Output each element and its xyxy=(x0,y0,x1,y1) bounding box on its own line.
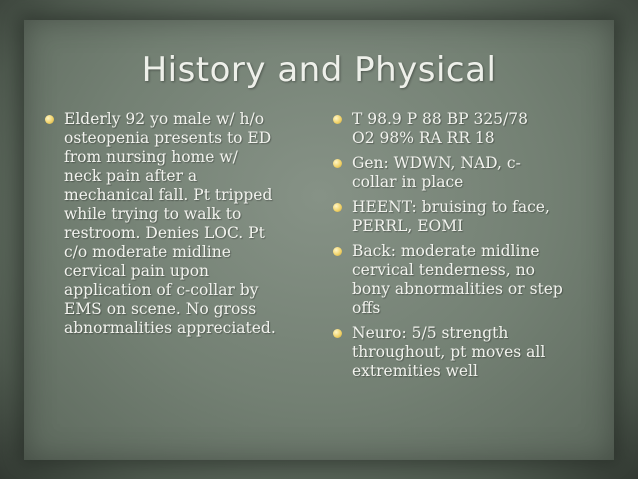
general-bullet-item xyxy=(330,154,610,192)
text-line: HEENT: bruising to face, xyxy=(352,198,550,216)
text-line: cervical pain upon xyxy=(64,262,210,280)
text-line: c/o moderate midline xyxy=(64,243,231,261)
text-line: extremities well xyxy=(352,362,478,380)
text-line: neck pain after a xyxy=(64,167,198,185)
bullet-icon xyxy=(333,203,342,212)
text-line: EMS on scene. No gross xyxy=(64,300,257,318)
text-line: while trying to walk to xyxy=(64,205,242,223)
back-bullet-item xyxy=(330,242,610,318)
text-line: O2 98% RA RR 18 xyxy=(352,129,495,147)
history-list xyxy=(42,110,314,344)
text-line: collar in place xyxy=(352,173,464,191)
bullet-icon xyxy=(45,115,54,124)
bullet-icon xyxy=(333,159,342,168)
text-line: osteopenia presents to ED xyxy=(64,129,272,147)
text-line: Elderly 92 yo male w/ h/o xyxy=(64,110,265,128)
text-line: from nursing home w/ xyxy=(64,148,238,166)
bullet-icon xyxy=(333,247,342,256)
physical-exam-list xyxy=(330,110,610,387)
neuro-bullet-item xyxy=(330,324,610,381)
text-line: cervical tenderness, no xyxy=(352,261,535,279)
text-line: throughout, pt moves all xyxy=(352,343,546,361)
bullet-icon xyxy=(333,329,342,338)
text-line: Gen: WDWN, NAD, c- xyxy=(352,154,521,172)
text-line: restroom. Denies LOC. Pt xyxy=(64,224,265,242)
text-line: T 98.9 P 88 BP 325/78 xyxy=(352,110,528,128)
text-line: Back: moderate midline xyxy=(352,242,540,260)
text-line: Neuro: 5/5 strength xyxy=(352,324,509,342)
text-line: abnormalities appreciated. xyxy=(64,319,276,337)
text-line: PERRL, EOMI xyxy=(352,217,464,235)
text-line: application of c-collar by xyxy=(64,281,259,299)
vitals-bullet-item xyxy=(330,110,610,148)
text-line: bony abnormalities or step xyxy=(352,280,563,298)
history-bullet-item xyxy=(42,110,314,338)
heent-bullet-item xyxy=(330,198,610,236)
text-line: mechanical fall. Pt tripped xyxy=(64,186,273,204)
text-line: offs xyxy=(352,299,381,317)
slide-title: History and Physical xyxy=(141,50,497,90)
bullet-icon xyxy=(333,115,342,124)
